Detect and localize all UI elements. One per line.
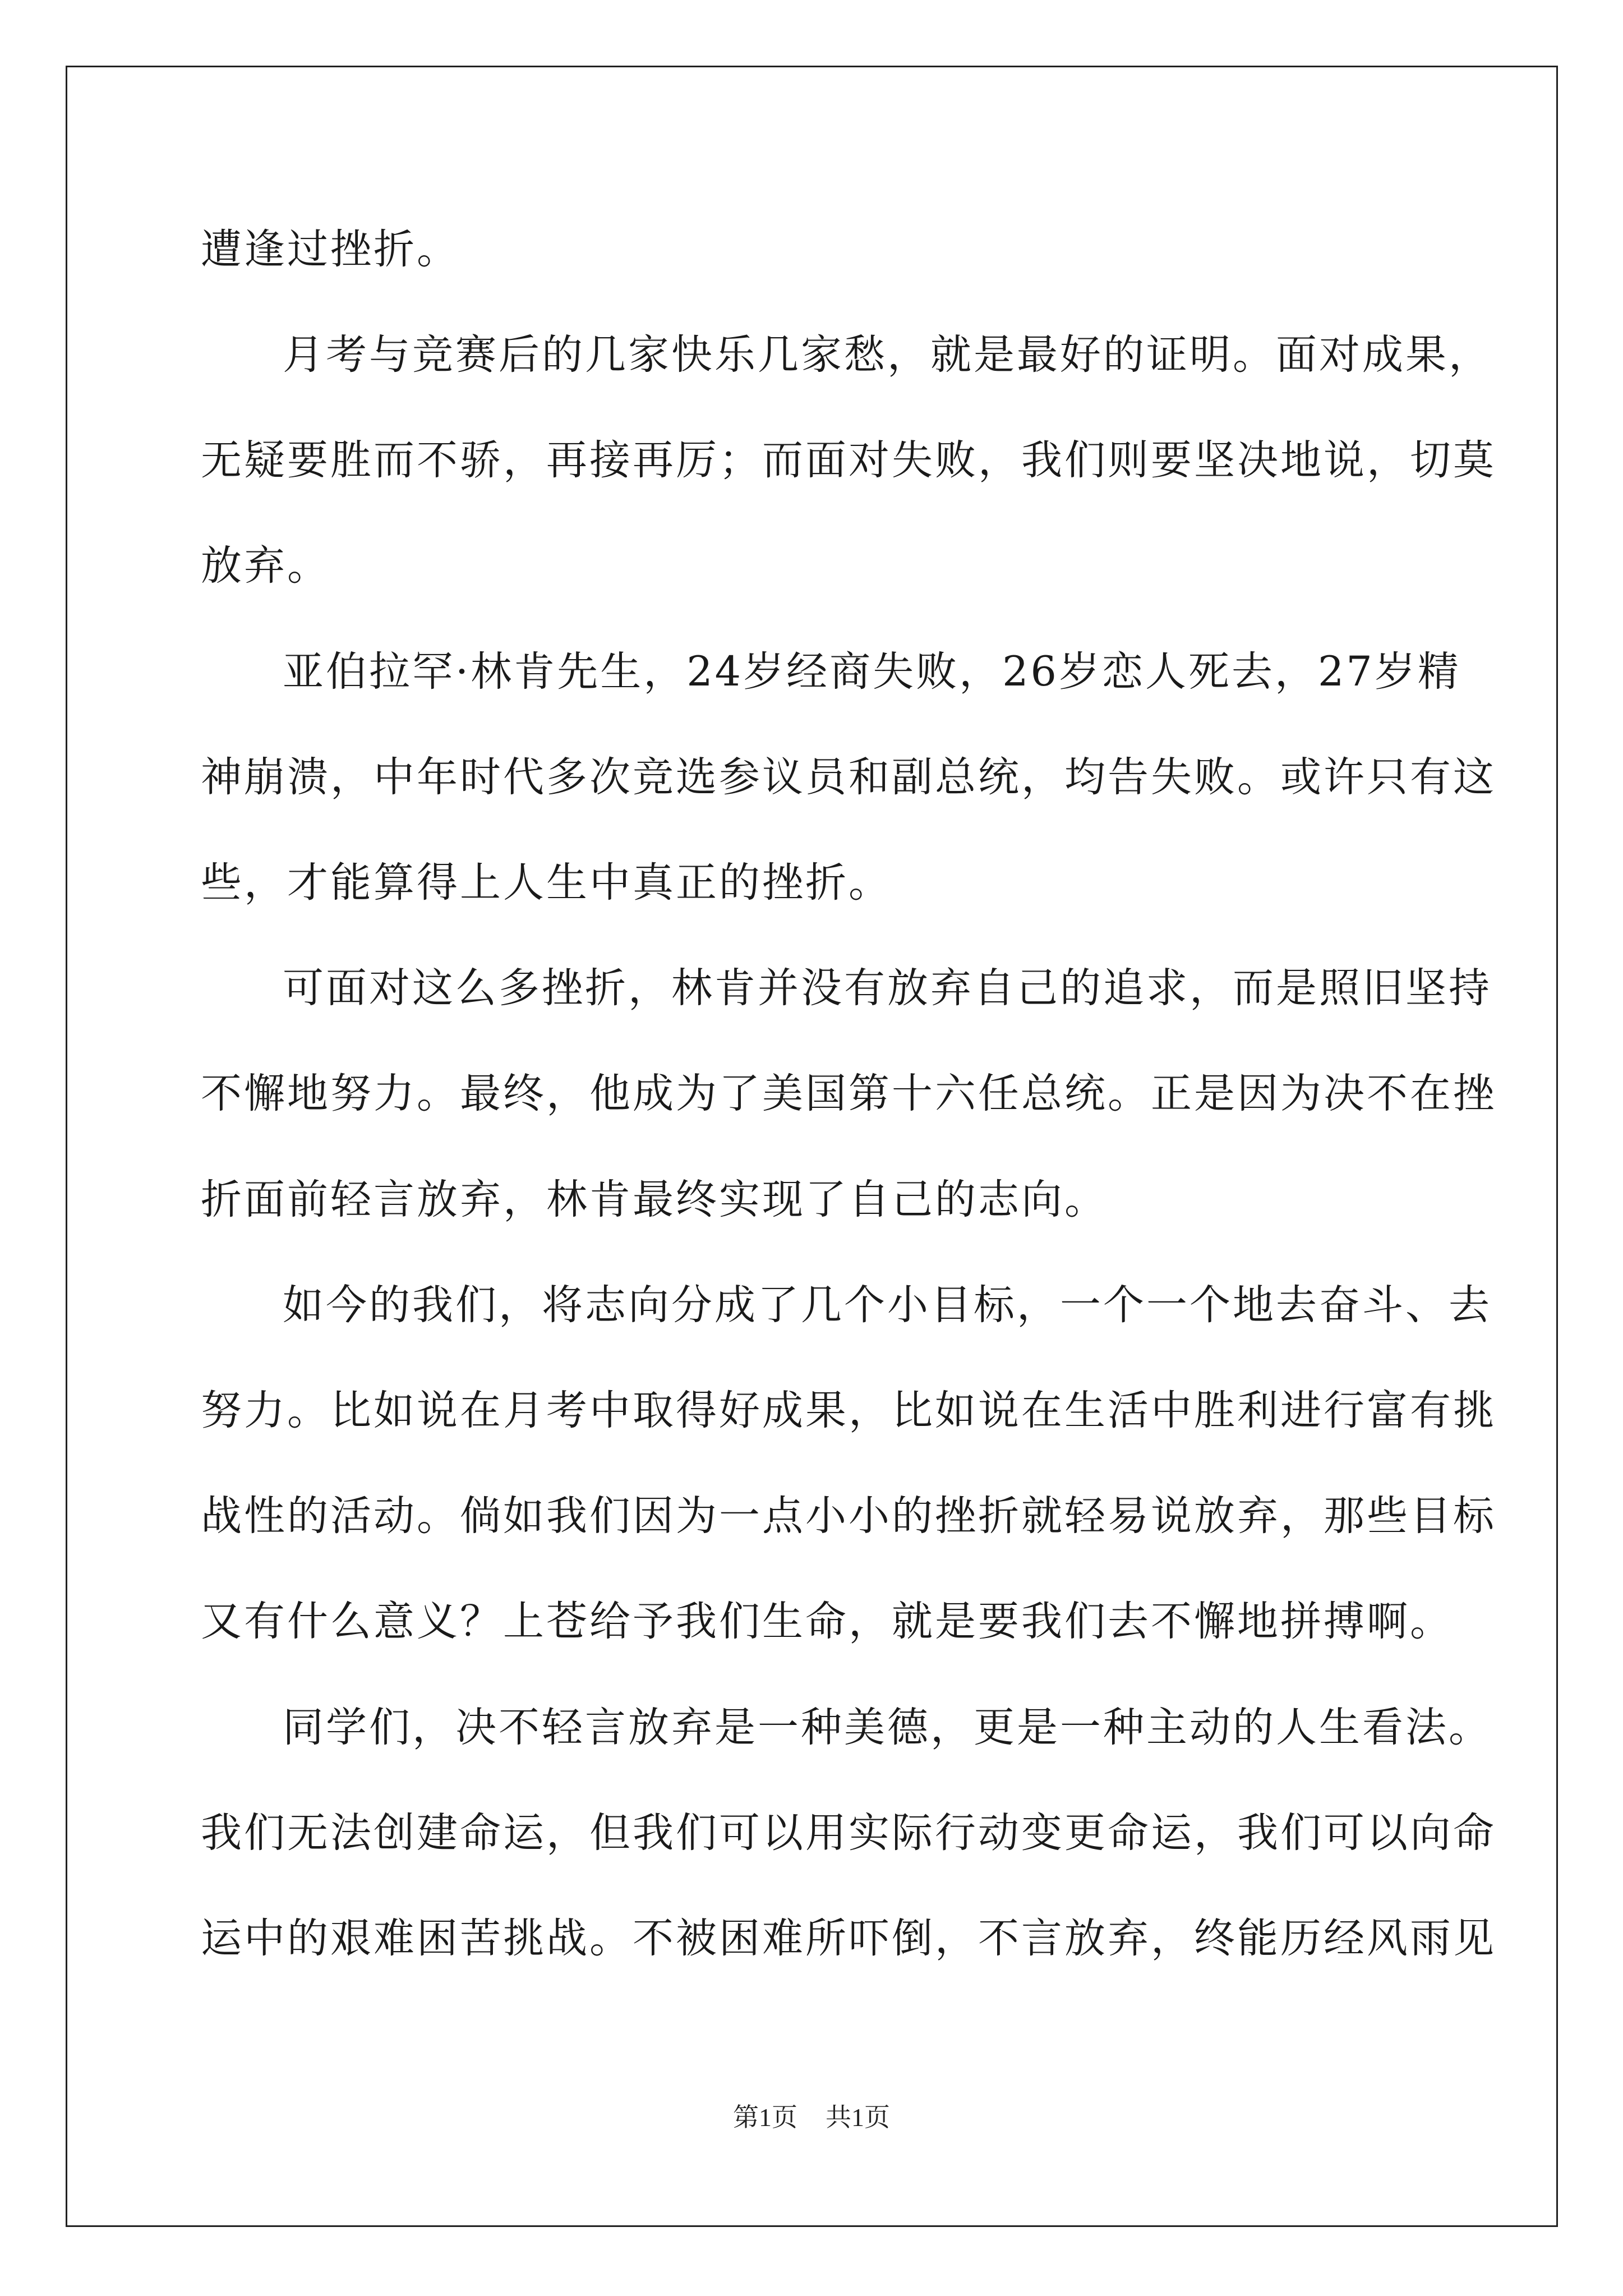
paragraph-first-line: 月考与竞赛后的几家快乐几家愁，就是最好的证明。面对成果，: [283, 331, 1492, 379]
text-line: 遭逢过挫折。: [201, 226, 460, 273]
paragraph-first-line: 可面对这么多挫折，林肯并没有放弃自己的追求，而是照旧坚持: [283, 964, 1492, 1012]
text-line: 神崩溃，中年时代多次竞选参议员和副总统，均告失败。或许只有这: [201, 753, 1496, 801]
paragraph-first-line: 亚伯拉罕·林肯先生，24岁经商失败，26岁恋人死去，27岁精: [283, 648, 1461, 696]
paragraph-first-line: 如今的我们，将志向分成了几个小目标，一个一个地去奋斗、去: [283, 1281, 1492, 1329]
text-line: 些，才能算得上人生中真正的挫折。: [201, 859, 892, 907]
text-line: 折面前轻言放弃，林肯最终实现了自己的志向。: [201, 1176, 1108, 1223]
page-border: [66, 66, 1558, 2227]
text-line: 放弃。: [201, 542, 330, 590]
text-line: 无疑要胜而不骄，再接再厉；而面对失败，我们则要坚决地说，切莫: [201, 436, 1496, 484]
text-line: 我们无法创建命运，但我们可以用实际行动变更命运，我们可以向命: [201, 1809, 1496, 1857]
text-line: 努力。比如说在月考中取得好成果，比如说在生活中胜利进行富有挑: [201, 1387, 1496, 1434]
page-number-total: 共1页: [826, 2103, 890, 2132]
text-line: 战性的活动。倘如我们因为一点小小的挫折就轻易说放弃，那些目标: [201, 1492, 1496, 1540]
page-number-current: 第1页: [733, 2103, 797, 2132]
text-line: 又有什么意义？上苍给予我们生命，就是要我们去不懈地拼搏啊。: [201, 1598, 1453, 1645]
text-line: 不懈地努力。最终，他成为了美国第十六任总统。正是因为决不在挫: [201, 1070, 1496, 1117]
text-line: 运中的艰难困苦挑战。不被困难所吓倒，不言放弃，终能历经风雨见: [201, 1915, 1496, 1962]
page-footer: [0, 2101, 1623, 2134]
paragraph-first-line: 同学们，决不轻言放弃是一种美德，更是一种主动的人生看法。: [283, 1704, 1492, 1751]
